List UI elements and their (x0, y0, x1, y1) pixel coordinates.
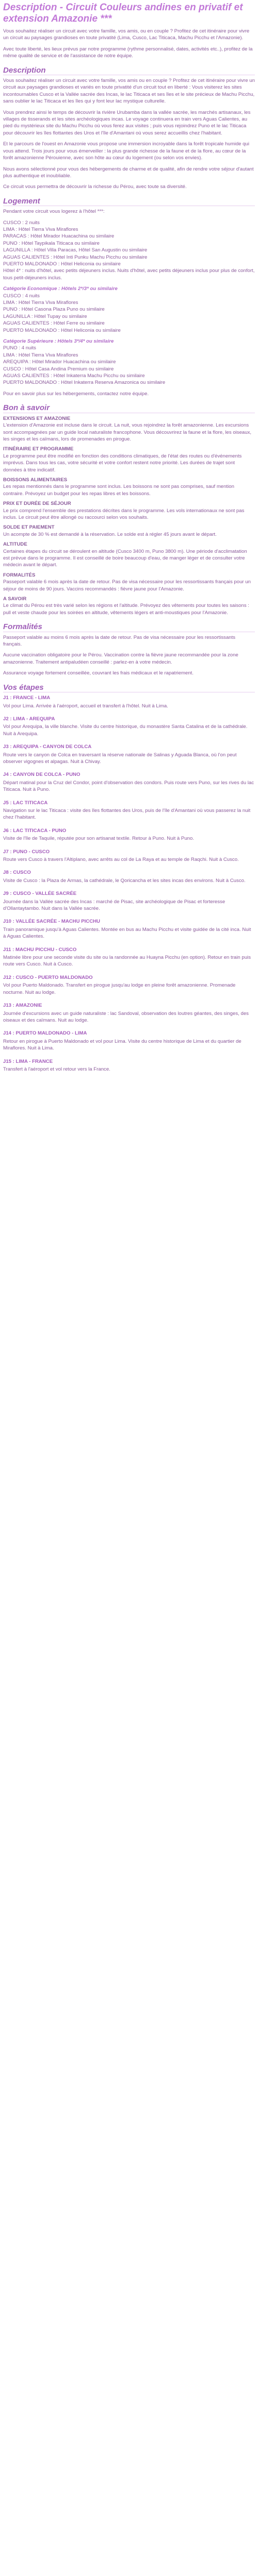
itinerary (3, 694, 255, 1073)
description-paragraph: Nous avons sélectionné pour vous des hébergements de charme et de qualité, afin de rendre votre séjour d'autant plus authentique et inoubliable. (3, 166, 254, 179)
day-text: Route vers Cusco à travers l'Altiplano, avec arrêts au col de La Raya et au temple de Raqchi. Nuit à Cusco. (3, 857, 239, 862)
category-economique (3, 285, 255, 334)
day-text: Vol pour Puerto Maldonado. Transfert en pirogue jusqu'au lodge en pleine forêt amazonienne. Promenade nocturne. Nuit au lodge. (3, 982, 236, 995)
itinerary-day (3, 918, 255, 940)
lodge-item: AREQUIPA : Hôtel Mirador Huacachina ou similaire (3, 359, 116, 365)
lodge-item: PUERTO MALDONADO : Hôtel Inkaterra Reserva Amazonica ou similaire (3, 380, 166, 386)
logement-section (3, 208, 255, 397)
lodge-list (3, 219, 255, 268)
itinerary-day (3, 1030, 255, 1052)
info-title: A SAVOIR (3, 596, 27, 602)
info-block (3, 541, 255, 569)
info-text: Certaines étapes du circuit se déroulent en altitude (Cusco 3400 m, Puno 3800 m). Une période d'acclimatation est prévue dans le programme. Il est conseillé de boire beaucoup d'eau, de manger léger et de consulter votre médecin avant le départ. (3, 548, 247, 568)
info-block (3, 524, 255, 538)
info-text: Les repas mentionnés dans le programme sont inclus. Les boissons ne sont pas comprises, sauf mention contraire. Prévoyez un budget pour les repas libres et les boissons. (3, 484, 234, 497)
info-block (3, 415, 255, 443)
info-title: EXTENSIONS ET AMAZONIE (3, 415, 71, 421)
itinerary-day (3, 849, 255, 863)
info-block (3, 477, 255, 497)
itinerary-day (3, 869, 255, 884)
info-text: Le climat du Pérou est très varié selon les régions et l'altitude. Prévoyez des vêtements pour toutes les saisons : pull et veste chaude pour les soirées en altitude, vêtements légers et anti-moustiques pour l'Amazonie. (3, 603, 249, 616)
lodge-item: LIMA : Hôtel Tierra Viva Miraflores (3, 300, 78, 306)
info-title: SOLDE ET PAIEMENT (3, 524, 55, 531)
day-text: Train panoramique jusqu'à Aguas Calientes. Montée en bus au Machu Picchu et visite guidée de la cité inca. Nuit à Aguas Calientes. (3, 926, 251, 940)
day-text: Journée dans la Vallée sacrée des Incas : marché de Pisac, site archéologique de Pisac et forteresse d'Ollantaytambo. Nuit dans la Vallée sacrée. (3, 899, 225, 912)
day-text: Journée d'excursions avec un guide naturaliste : lac Sandoval, observation des loutres géantes, des singes, des oiseaux et des caïmans. Nuit au lodge. (3, 1010, 249, 1023)
day-title: J14 : PUERTO MALDONADO - LIMA (3, 1030, 87, 1037)
info-title: PRIX ET DURÉE DE SÉJOUR (3, 501, 71, 507)
day-title: J6 : LAC TITICACA - PUNO (3, 827, 67, 834)
day-text: Navigation sur le lac Titicaca : visite des îles flottantes des Uros, puis de l'île d'Amantani où vous passerez la nuit chez l'habitant. (3, 807, 251, 821)
day-title: J4 : CANYON DE COLCA - PUNO (3, 772, 80, 778)
formalites-paragraph: Assurance voyage fortement conseillée, couvrant les frais médicaux et le rapatriement. (3, 670, 194, 676)
day-text: Route vers le canyon de Colca en traversant la réserve nationale de Salinas y Aguada Blanca, où l'on peut observer vigognes et alpagas. Nuit à Chivay. (3, 752, 237, 765)
itinerary-day (3, 1002, 255, 1024)
page-title: Description - Circuit Couleurs andines en privatif et extension Amazonie *** (3, 2, 243, 24)
info-title: ALTITUDE (3, 541, 27, 548)
logement-footnote: Pour en savoir plus sur les hébergements, contactez notre équipe. (3, 391, 149, 397)
lodge-item: LIMA : Hôtel Tierra Viva Miraflores (3, 226, 78, 232)
itinerary-day (3, 946, 255, 968)
lodge-item: CUSCO : 4 nuits (3, 293, 40, 299)
formalites-section (3, 634, 255, 677)
lodge-item: LAGUNILLA : Hôtel Tupay ou similaire (3, 313, 87, 319)
itinerary-day (3, 827, 255, 842)
description-paragraph: Vous souhaitez réaliser un circuit avec votre famille, vos amis ou en couple ? Profitez de cet itinéraire pour vivre un circuit aux paysages grandioses et variés en toute privatité d'un circuit tout en liberté : Vous visiterez les sites incontournables Cusco et la Vallée sacrée des Incas, le lac Titicaca et ses îles et le site précieux de Machu Picchu, sans oublier le lac Titicaca et les îles qui y font leur lac mystique culturelle. (3, 78, 255, 105)
day-text: Vol pour Arequipa, la ville blanche. Visite du centre historique, du monastère Santa Catalina et de la cathédrale. Nuit à Arequipa. (3, 724, 248, 737)
day-title: J15 : LIMA - FRANCE (3, 1058, 53, 1064)
description-section (3, 77, 255, 191)
itinerary-day (3, 890, 255, 912)
lodge-item: AGUAS CALIENTES : Hôtel Ferre ou similaire (3, 320, 105, 327)
day-title: J3 : AREQUIPA - CANYON DE COLCA (3, 744, 92, 750)
info-block (3, 446, 255, 473)
day-text: Vol pour Lima. Arrivée à l'aéroport, accueil et transfert à l'hôtel. Nuit à Lima. (3, 703, 168, 709)
day-text: Transfert à l'aéroport et vol retour vers la France. (3, 1066, 110, 1072)
etapes-heading: Vos étapes (3, 684, 255, 692)
day-title: J13 : AMAZONIE (3, 1003, 42, 1009)
bon-a-savoir-section (3, 415, 255, 617)
lodge-item: AGUAS CALIENTES : Hôtel Inkaterra Machu Picchu ou similaire (3, 373, 145, 379)
info-title: ITINÉRAIRE ET PROGRAMME (3, 446, 74, 452)
itinerary-day (3, 800, 255, 821)
formalites-paragraph: Aucune vaccination obligatoire pour le Pérou. Vaccination contre la fièvre jaune recommandée pour la zone amazonienne. Traitement antipaludéen conseillé : parlez-en à votre médecin. (3, 652, 238, 665)
description-paragraph: Ce circuit vous permettra de découvrir la richesse du Pérou, avec toute sa diversité. (3, 184, 187, 190)
intro-paragraph: Avec toute liberté, les lieux prévus par notre programme (rythme personnalisé, dates, activités etc..), profitez de la même qualité de service et de l'assistance de notre équipe. (3, 46, 253, 59)
day-title: J9 : CUSCO - VALLÉE SACRÉE (3, 891, 77, 897)
info-text: Le prix comprend l'ensemble des prestations décrites dans le programme. Les vols internationaux ne sont pas inclus. Le circuit peut être allongé ou raccourci selon vos souhaits. (3, 507, 245, 520)
info-text: Un acompte de 30 % est demandé à la réservation. Le solde est à régler 45 jours avant le départ. (3, 531, 217, 537)
itinerary-day (3, 694, 255, 709)
description-paragraph: Vous prendrez ainsi le temps de découvrir la rivière Urubamba dans la vallée sacrée, les marchés artisanaux, les villages de tisserands et les sites archéologiques incas. Le voyage continuera en train vers Aguas Calientes, au pied du mystérieux site du Machu Picchu où vous ferez aux visites ; puis vous rejoindrez Puno et le lac Titicaca pour découvrir les îles flottantes des Uros et l'île d'Amantani où vous serez accueillis chez l'habitant. (3, 109, 251, 136)
intro-paragraph: Vous souhaitez réaliser un circuit avec votre famille, vos amis, ou en couple ? Profitez de cet itinéraire pour vivre un circuit au paysages grandioses en toute privatité (Lima, Cusco, Lac Titicaca, Machu Picchu et l'Amazonie). (3, 28, 250, 41)
info-text: L'extension d'Amazonie est incluse dans le circuit. La nuit, vous rejoindrez la forêt amazonienne. Les excursions sont accompagnées par un guide local naturaliste francophone. Vous découvrirez la faune et la flore, les oiseaux, les singes et les caïmans, lors de promenades en pirogue. (3, 422, 252, 442)
day-title: J8 : CUSCO (3, 870, 31, 876)
lodge-item: CUSCO : 2 nuits (3, 219, 40, 226)
day-title: J10 : VALLÉE SACRÉE - MACHU PICCHU (3, 919, 100, 925)
day-title: J12 : CUSCO - PUERTO MALDONADO (3, 974, 93, 980)
category-superieure (3, 338, 255, 386)
day-text: Départ matinal pour la Cruz del Condor, point d'observation des condors. Puis route vers Puno, sur les rives du lac Titicaca. Nuit à Puno. (3, 779, 254, 793)
lodge-item: AGUAS CALIENTES : Hôtel Inti Punku Machu Picchu ou similaire (3, 254, 148, 260)
lodge-item: PUERTO MALDONADO : Hôtel Heliconia ou similaire (3, 327, 121, 333)
info-title: BOISSONS ALIMENTAIRES (3, 477, 68, 483)
formalites-paragraph: Passeport valable au moins 6 mois après la date de retour. Pas de visa nécessaire pour les ressortissants français. (3, 634, 236, 648)
day-title: J7 : PUNO - CUSCO (3, 849, 50, 855)
info-block (3, 500, 255, 521)
day-title: J11 : MACHU PICCHU - CUSCO (3, 946, 77, 953)
lodge-item: LAGUNILLA : Hôtel Villa Paracas, Hôtel San Augustin ou similaire (3, 247, 148, 253)
info-text: Passeport valable 6 mois après la date de retour. Pas de visa nécessaire pour les ressortissants français pour un séjour de moins de 90 jours. Vaccins recommandés : fièvre jaune pour l'Amazonie. (3, 579, 251, 592)
description-heading: Description (3, 67, 255, 75)
lodge-item: PUNO : 4 nuits (3, 345, 36, 351)
logement-heading: Logement (3, 198, 255, 206)
itinerary-day (3, 771, 255, 793)
logement-intro: Pendant votre circuit vous logerez à l'hôtel ***: (3, 209, 105, 215)
intro (3, 28, 255, 60)
lodge-item: LIMA : Hôtel Tierra Viva Miraflores (3, 352, 78, 358)
formalites-heading: Formalités (3, 623, 255, 632)
logement-note: Hôtel 4* : nuits d'hôtel, avec petits déjeuners inclus. Nuits d'hôtel, avec petits déjeuners inclus pour plus de confort, tous petit-déjeuners inclus. (3, 268, 255, 281)
itinerary-day (3, 1058, 255, 1073)
itinerary-day (3, 716, 255, 737)
day-title: J1 : FRANCE - LIMA (3, 695, 51, 701)
category-label: Catégorie Economique : Hôtels 2*/3* ou similaire (3, 286, 118, 292)
bon-a-savoir-heading: Bon à savoir (3, 404, 255, 413)
lodge-item: PUNO : Hôtel Casona Plaza Puno ou similaire (3, 307, 105, 313)
info-text: Le programme peut être modifié en fonction des conditions climatiques, de l'état des routes ou d'événements imprévus. Dans tous les cas, votre sécurité et votre confort restent notre priorité. Les durées de trajet sont données à titre indicatif. (3, 453, 242, 473)
info-block (3, 596, 255, 616)
day-text: Retour en pirogue à Puerto Maldonado et vol pour Lima. Visite du centre historique de Lima et du quartier de Miraflores. Nuit à Lima. (3, 1038, 241, 1052)
page (0, 2, 258, 1084)
day-title: J2 : LIMA - AREQUIPA (3, 716, 55, 722)
info-block (3, 572, 255, 592)
lodge-item: CUSCO : Hôtel Casa Andina Premium ou similaire (3, 366, 114, 372)
day-title: J5 : LAC TITICACA (3, 800, 48, 806)
itinerary-day (3, 743, 255, 765)
day-text: Visite de Cusco : la Plaza de Armas, la cathédrale, le Qoricancha et les sites incas des environs. Nuit à Cusco. (3, 877, 246, 884)
info-title: FORMALITÉS (3, 572, 36, 578)
lodge-item: PUERTO MALDONADO : Hôtel Heliconia ou similaire (3, 261, 121, 267)
description-paragraph: Et le parcours de l'ouest en Amazonie vous propose une immersion incroyable dans la forêt tropicale humide qui vous attend. Trois jours pour vous émerveiller : la plus grande richesse de la faune et de la flore, au cœur de la forêt amazonienne Pérouienne, avec son hôte au cœur du logement (ou selon vos envies). (3, 141, 249, 161)
day-text: Matinée libre pour une seconde visite du site ou la randonnée au Huayna Picchu (en option). Retour en train puis route vers Cusco. Nuit à Cusco. (3, 955, 251, 968)
itinerary-day (3, 974, 255, 996)
lodge-item: PARACAS : Hôtel Mirador Huacachina ou similaire (3, 233, 115, 240)
category-label: Catégorie Supérieure : Hôtels 3*/4* ou similaire (3, 338, 114, 345)
day-text: Visite de l'île de Taquile, réputée pour son artisanat textile. Retour à Puno. Nuit à Puno. (3, 836, 195, 842)
lodge-item: PUNO : Hôtel Taypikala Titicaca ou similaire (3, 240, 100, 246)
